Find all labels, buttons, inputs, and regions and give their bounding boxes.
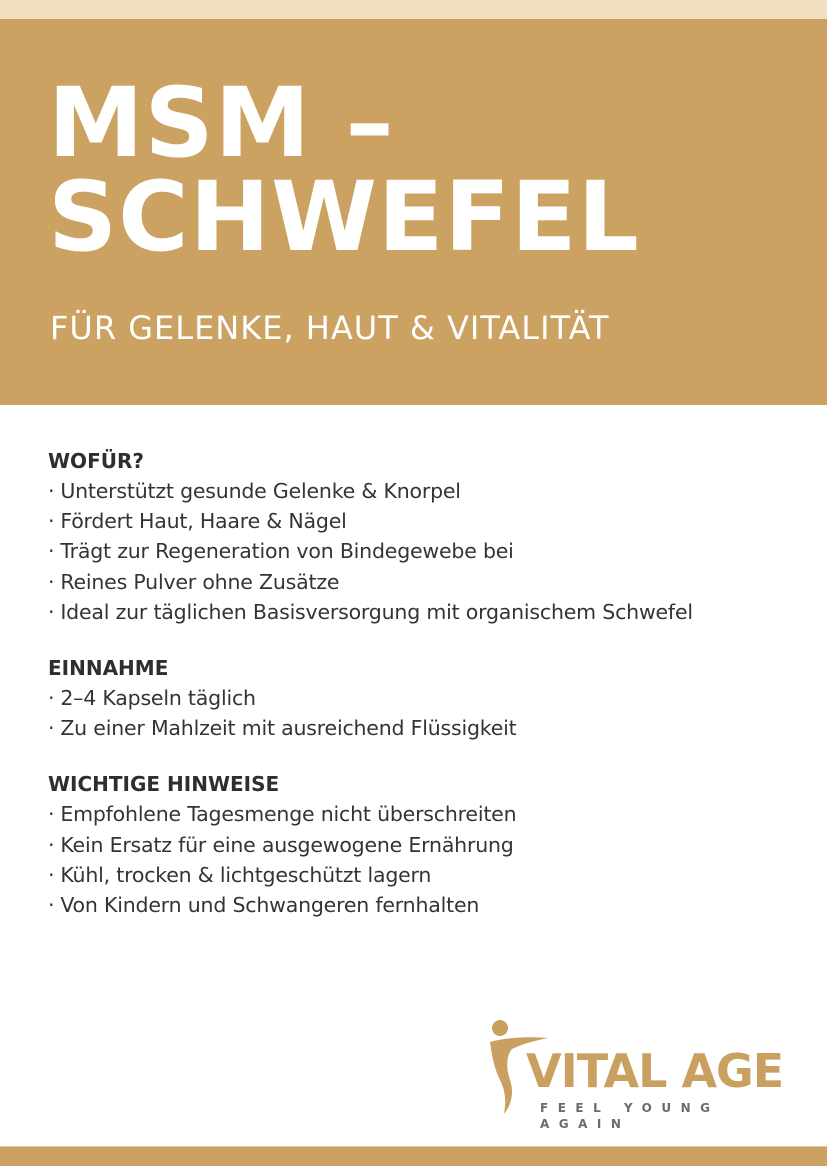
list-item: · Reines Pulver ohne Zusätze bbox=[48, 569, 340, 594]
bullet-icon: · bbox=[48, 686, 55, 711]
bullet-icon: · bbox=[48, 802, 55, 827]
list-item: · Ideal zur täglichen Basisversorgung mit organischem Schwefel bbox=[48, 599, 693, 624]
list-item: · Kühl, trocken & lichtgeschützt lagern bbox=[48, 862, 432, 887]
list-item: · Empfohlene Tagesmenge nicht überschreiten bbox=[48, 802, 517, 827]
content bbox=[48, 446, 808, 946]
list-item: · Fördert Haut, Haare & Nägel bbox=[48, 509, 347, 534]
bullet-list bbox=[48, 799, 808, 920]
brand-logo bbox=[484, 1016, 794, 1131]
section-heading: WICHTIGE HINWEISE bbox=[48, 772, 280, 797]
bullet-icon: · bbox=[48, 479, 55, 503]
section-heading: EINNAHME bbox=[48, 656, 169, 681]
list-item: · Trägt zur Regeneration von Bindegewebe bei bbox=[48, 539, 514, 564]
brand-name: VITAL AGE bbox=[526, 1044, 784, 1098]
list-item: · Zu einer Mahlzeit mit ausreichend Flüssigkeit bbox=[48, 716, 517, 741]
list-item: · Von Kindern und Schwangeren fernhalten bbox=[48, 893, 480, 918]
bullet-icon: · bbox=[48, 893, 55, 918]
list-item: · 2–4 Kapseln täglich bbox=[48, 686, 256, 711]
section-heading: WOFÜR? bbox=[48, 449, 144, 473]
list-item: · Unterstützt gesunde Gelenke & Knorpel bbox=[48, 479, 461, 503]
page-title bbox=[48, 67, 640, 273]
bullet-icon: · bbox=[48, 599, 55, 624]
top-strip bbox=[0, 0, 827, 19]
title-line-1: MSM – bbox=[48, 67, 395, 179]
title-line-2: SCHWEFEL bbox=[48, 161, 640, 273]
bottom-bar bbox=[0, 1146, 827, 1166]
section-hinweise bbox=[48, 769, 808, 920]
bullet-icon: · bbox=[48, 862, 55, 887]
bullet-icon: · bbox=[48, 509, 55, 534]
list-item: · Kein Ersatz für eine ausgewogene Ernährung bbox=[48, 832, 514, 857]
brand-tagline: FEEL YOUNG AGAIN bbox=[540, 1101, 720, 1131]
bullet-list bbox=[48, 683, 808, 743]
bullet-icon: · bbox=[48, 716, 55, 741]
bullet-list bbox=[48, 476, 808, 627]
section-wofuer bbox=[48, 446, 808, 627]
bullet-icon: · bbox=[48, 539, 55, 564]
bullet-icon: · bbox=[48, 832, 55, 857]
bullet-icon: · bbox=[48, 569, 55, 594]
section-einnahme bbox=[48, 653, 808, 743]
page-subtitle: FÜR GELENKE, HAUT & VITALITÄT bbox=[50, 309, 610, 347]
